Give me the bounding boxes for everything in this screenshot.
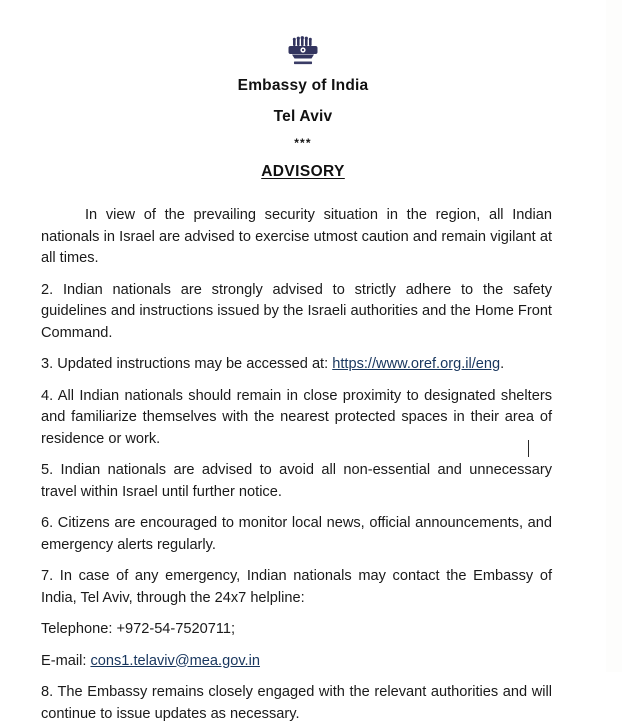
- paragraph-4: 4. All Indian nationals should remain in close proximity to designated shelters and familiarize themselves with the nearest protected spaces in their area of residence or work.: [41, 387, 552, 447]
- page-title: ADVISORY: [261, 163, 345, 180]
- embassy-name: Embassy of India: [237, 77, 369, 94]
- india-national-emblem-icon: [286, 36, 320, 68]
- embassy-city: Tel Aviv: [273, 108, 333, 125]
- text-cursor-caret: [528, 440, 529, 457]
- telephone-line: Telephone: +972-54-7520711;: [41, 621, 236, 637]
- paragraph-3: [41, 354, 552, 376]
- paragraph-3-suffix: .: [500, 356, 505, 372]
- paragraph-3-prefix: 3. Updated instructions may be accessed at:: [41, 356, 329, 372]
- paragraph-2: 2. Indian nationals are strongly advised to strictly adhere to the safety guidelines and instructions issued by the Israeli authorities and the Home Front Command.: [41, 281, 552, 341]
- document-header: [0, 0, 606, 181]
- emblem-container: [0, 36, 606, 68]
- oref-website-link[interactable]: https://www.oref.org.il/eng: [332, 356, 501, 372]
- paragraph-8: 8. The Embassy remains closely engaged with the relevant authorities and will continue to issue updates as necessary.: [41, 684, 552, 722]
- asterisk-separator: ***: [294, 136, 312, 150]
- embassy-email-link[interactable]: cons1.telaviv@mea.gov.in: [90, 652, 260, 669]
- advisory-body: [41, 205, 552, 725]
- paragraph-6: 6. Citizens are encouraged to monitor local news, official announcements, and emergency alerts regularly.: [41, 515, 552, 553]
- page-gutter: [606, 0, 622, 672]
- email-line: [41, 651, 552, 673]
- email-label: E-mail:: [41, 652, 87, 669]
- paragraph-5: 5. Indian nationals are advised to avoid all non-essential and unnecessary travel within Israel until further notice.: [41, 462, 552, 500]
- paragraph-7: 7. In case of any emergency, Indian nationals may contact the Embassy of India, Tel Aviv, through the 24x7 helpline:: [41, 568, 552, 606]
- paragraph-1: In view of the prevailing security situation in the region, all Indian nationals in Israel are advised to exercise utmost caution and remain vigilant at all times.: [41, 207, 552, 266]
